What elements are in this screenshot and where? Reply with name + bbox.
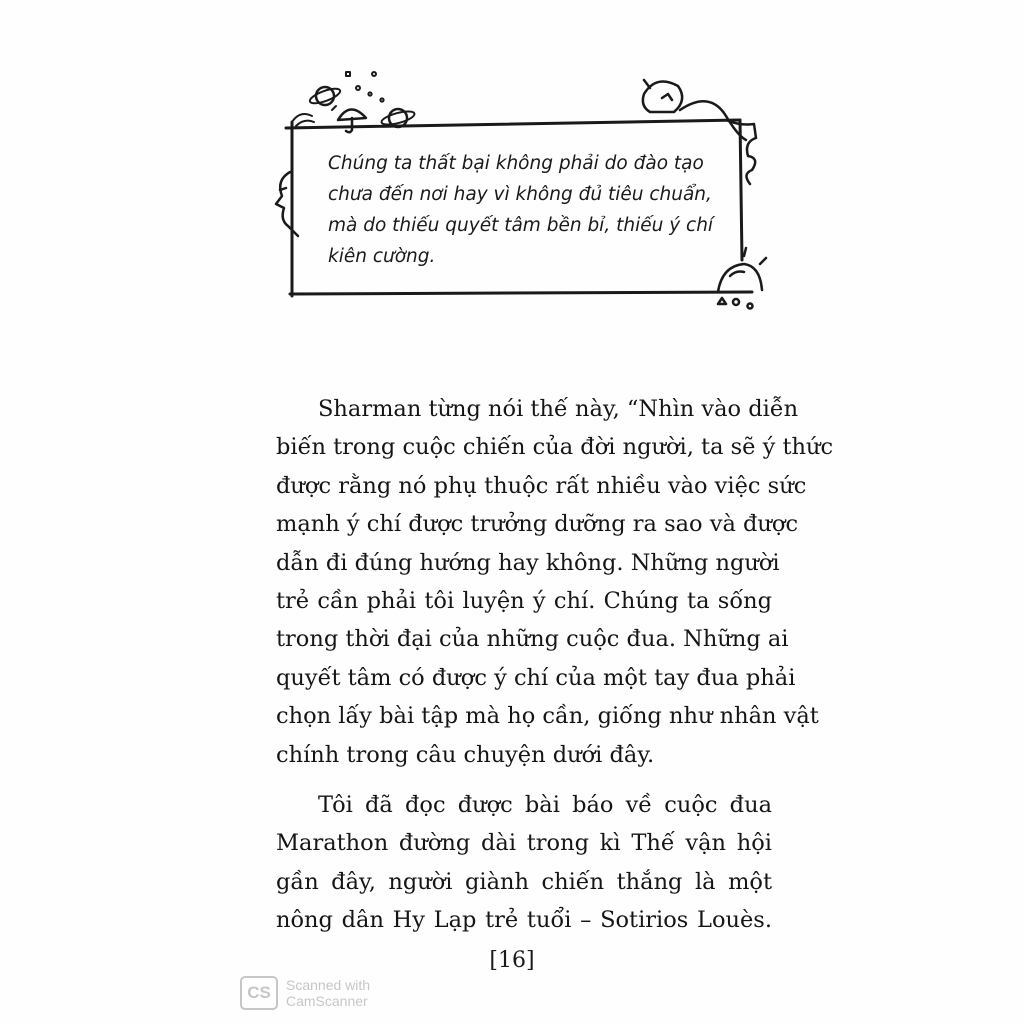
watermark-text [286,977,370,1009]
text-line: trẻ cần phải tôi luyện ý chí. Chúng ta sống [276,588,772,615]
face-profile-doodle-icon [276,172,298,236]
text-line: biến trong cuộc chiến của đời người, ta sẽ ý thức [276,434,834,461]
planet-doodle-icon [308,86,415,127]
text-line: được rằng nó phụ thuộc rất nhiều vào việc sức [276,472,807,499]
umbrella-doodle-icon [338,109,366,132]
text-line: nông dân Hy Lạp trẻ tuổi – Sotirios Louès. [276,907,772,934]
quote-line: Chúng ta thất bại không phải do đào tạo [328,153,704,174]
text-line: Tôi đã đọc được bài báo về cuộc đua [318,792,772,819]
body-text [276,390,834,940]
quote-box [328,148,748,272]
text-line: Marathon đường dài trong kì Thế vận hội [276,830,772,857]
text-line: quyết tâm có được ý chí của một tay đua phải [276,664,796,691]
text-line: gần đây, người giành chiến thắng là một [276,868,772,895]
text-line: chính trong câu chuyện dưới đây. [276,741,655,768]
camscanner-logo-icon: CS [240,976,278,1010]
text-line: trong thời đại của những cuộc đua. Những ai [276,626,789,653]
text-line: dẫn đi đúng hướng hay không. Những người [276,549,780,576]
watermark-line: Scanned with [286,977,371,993]
scanner-watermark [240,976,370,1010]
paragraph [276,786,772,940]
paragraph [276,390,834,774]
text-line: Sharman từng nói thế này, “Nhìn vào diễn [318,396,799,422]
quote-line: mà do thiếu quyết tâm bền bỉ, thiếu ý chí [328,215,714,236]
text-line: chọn lấy bài tập mà họ cần, giống như nhân vật [276,703,819,730]
page-number: [16] [489,948,535,973]
watermark-line: CamScanner [286,993,368,1009]
text-line: mạnh ý chí được trưởng dưỡng ra sao và được [276,511,799,538]
quote-line: kiên cường. [328,246,436,267]
quote-line: chưa đến nơi hay vì không đủ tiêu chuẩn, [328,184,712,205]
